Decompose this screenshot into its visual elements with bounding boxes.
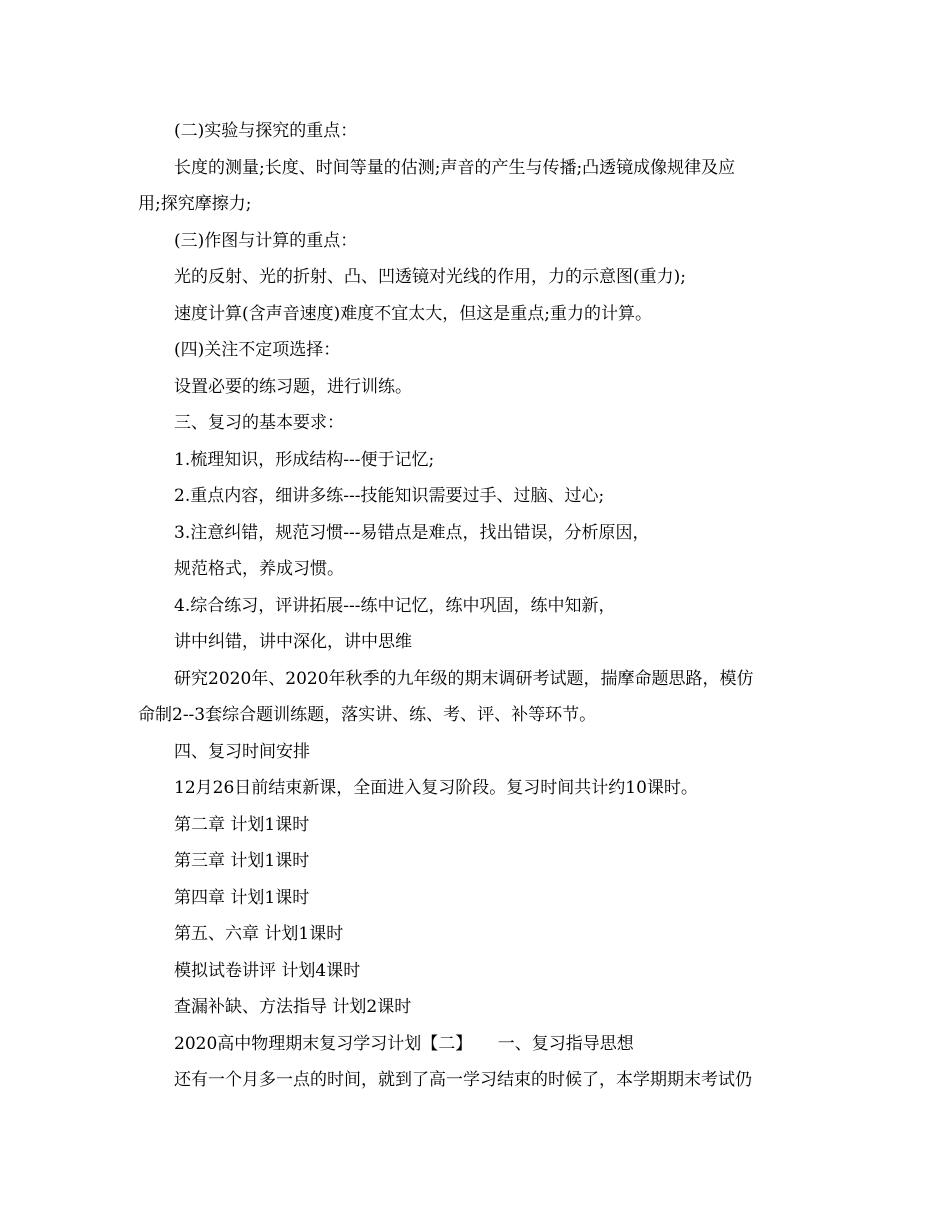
schedule-item: 查漏补缺、方法指导 计划2课时 — [174, 997, 412, 1017]
schedule-item: 第四章 计划1课时 — [174, 887, 310, 908]
text-line: 规范格式，养成习惯。 — [174, 559, 344, 579]
text-line: 光的反射、光的折射、凸、凹透镜对光线的作用，力的示意图(重力); — [174, 267, 686, 287]
schedule-item: 第五、六章 计划1课时 — [174, 924, 344, 944]
text-line: 讲中纠错，讲中深化，讲中思维 — [174, 632, 412, 652]
schedule-item: 第二章 计划1课时 — [174, 814, 310, 835]
text-line: 还有一个月多一点的时间，就到了高一学习结束的时候了，本学期期末考试仍 — [174, 1070, 752, 1090]
text-line: 命制2--3套综合题训练题，落实讲、练、考、评、补等环节。 — [138, 705, 597, 725]
text-line: 研究2020年、2020年秋季的九年级的期末调研考试题，揣摩命题思路，模仿 — [174, 668, 754, 689]
schedule-item: 模拟试卷讲评 计划4课时 — [174, 960, 361, 981]
text-line: (三)作图与计算的重点： — [174, 230, 358, 251]
text-line: (四)关注不定项选择： — [174, 340, 341, 360]
document-body — [138, 113, 818, 1099]
text-line: (二)实验与探究的重点： — [174, 121, 358, 141]
section-heading: 四、复习时间安排 — [174, 741, 310, 762]
text-line: 2.重点内容，细讲多练---技能知识需要过手、过脑、过心; — [174, 486, 605, 506]
text-line: 12月26日前结束新课，全面进入复习阶段。复习时间共计约10课时。 — [174, 778, 698, 798]
text-line: 3.注意纠错，规范习惯---易错点是难点，找出错误，分析原因， — [174, 522, 650, 543]
section-heading: 三、复习的基本要求： — [174, 413, 344, 433]
text-line: 用;探究摩擦力; — [138, 194, 252, 214]
text-line: 2020高中物理期末复习学习计划【二】 一、复习指导思想 — [174, 1033, 634, 1054]
text-line: 4.综合练习，评讲拓展---练中记忆，练中巩固，练中知新， — [174, 595, 616, 616]
text-line: 速度计算(含声音速度)难度不宜太大，但这是重点;重力的计算。 — [174, 303, 652, 324]
text-line: 1.梳理知识，形成结构---便于记忆; — [174, 449, 435, 470]
text-line: 长度的测量;长度、时间等量的估测;声音的产生与传播;凸透镜成像规律及应 — [174, 157, 736, 178]
schedule-item: 第三章 计划1课时 — [174, 851, 310, 871]
text-line: 设置必要的练习题，进行训练。 — [174, 376, 412, 397]
